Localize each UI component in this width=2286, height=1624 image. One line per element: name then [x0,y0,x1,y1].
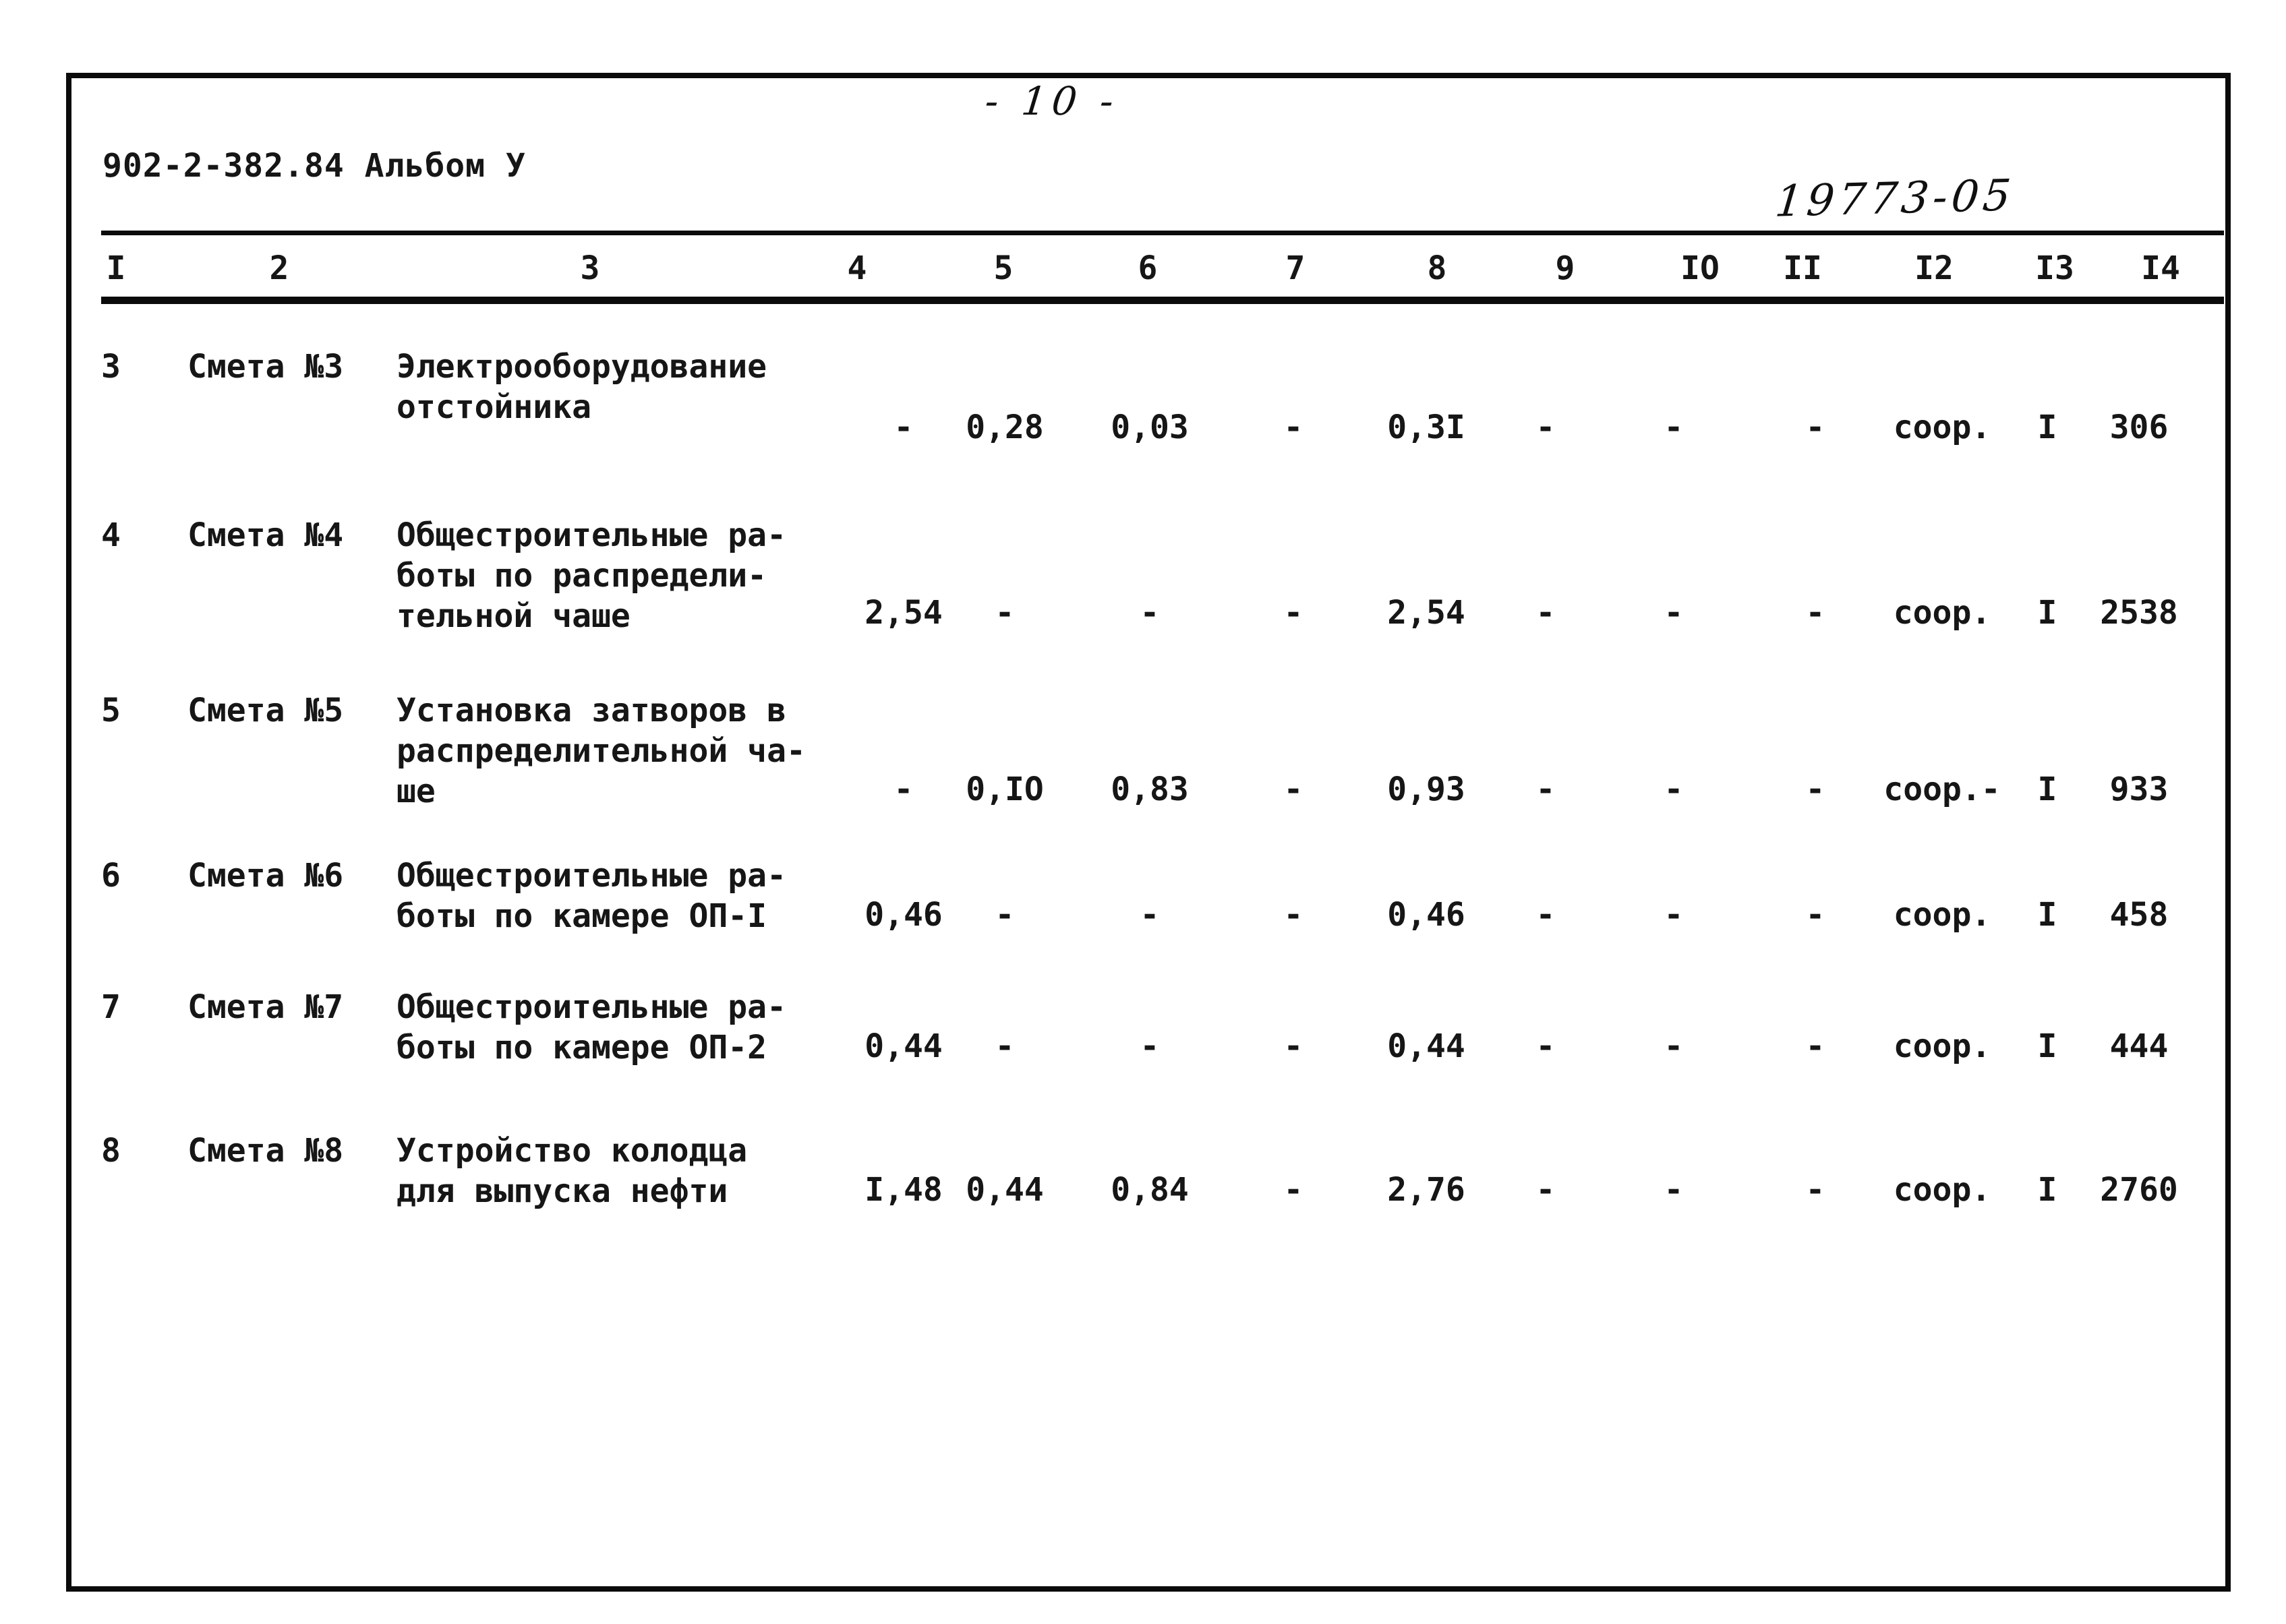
column-header: I3 [2035,249,2074,287]
cell-value: 0,44 [864,1027,943,1065]
cell-value: - [1805,1171,1825,1209]
cell-value: 0,IO [966,771,1044,808]
cell-value: - [1664,1027,1684,1065]
stamp-number: 19773-05 [1773,171,2017,227]
cell-value: - [1140,594,1160,632]
column-header: 8 [1427,249,1447,287]
document-code: 902-2-382.84 Альбом У [102,147,526,185]
column-header: 7 [1285,249,1306,287]
cell-value: - [1535,594,1556,632]
cell-value: I,48 [864,1171,943,1209]
cell-value: 2760 [2100,1171,2178,1209]
row-number: 5 [101,692,121,729]
cell-value: соор. [1893,896,1991,934]
cell-value: 0,44 [966,1171,1044,1209]
cell-value: 0,28 [966,409,1044,446]
cell-value: - [1535,1027,1556,1065]
row-description-line: боты по камере ОП-I [397,897,767,935]
cell-value: соор. [1893,1171,1991,1209]
cell-value: - [1664,771,1684,808]
cell-value: - [1664,409,1684,446]
cell-value: 0,46 [864,896,943,934]
row-description-line: Общестроительные ра- [397,988,786,1026]
row-smeta-label: Смета №6 [187,857,344,895]
column-header: IO [1680,249,1720,287]
cell-value: - [893,771,914,808]
column-header: 3 [580,249,600,287]
row-number: 7 [101,988,121,1026]
row-number: 6 [101,857,121,895]
row-description-line: Электрооборудование [397,348,767,386]
cell-value: 0,83 [1111,771,1189,808]
row-smeta-label: Смета №4 [187,516,344,554]
row-smeta-label: Смета №8 [187,1132,344,1170]
cell-value: I [2037,409,2057,446]
cell-value: - [1805,409,1825,446]
row-number: 3 [101,348,121,386]
cell-value: соор. [1893,1027,1991,1065]
row-description-line: Установка затворов в [397,692,786,729]
cell-value: 458 [2109,896,2169,934]
cell-value: 0,3I [1387,409,1465,446]
column-header: 5 [993,249,1014,287]
cell-value: - [1535,771,1556,808]
cell-value: соор.- [1883,771,2001,808]
cell-value: - [1283,1171,1303,1209]
row-description-line: Общестроительные ра- [397,516,786,554]
cell-value: - [1283,771,1303,808]
cell-value: - [1283,409,1303,446]
column-header: 6 [1138,249,1158,287]
cell-value: - [1805,896,1825,934]
row-number: 4 [101,516,121,554]
column-header: 9 [1555,249,1575,287]
cell-value: 2,54 [1387,594,1465,632]
cell-value: - [1283,594,1303,632]
column-header: 4 [847,249,867,287]
row-description-line: для выпуска нефти [397,1172,728,1210]
cell-value: - [1805,594,1825,632]
cell-value: - [1535,1171,1556,1209]
row-description-line: распределительной ча- [397,732,806,770]
cell-value: 2,76 [1387,1171,1465,1209]
row-description-line: Общестроительные ра- [397,857,786,895]
column-header: 2 [269,249,289,287]
table-top-rule [101,231,2224,235]
row-smeta-label: Смета №3 [187,348,344,386]
cell-value: соор. [1893,409,1991,446]
column-header: II [1783,249,1822,287]
column-header: I [106,249,126,287]
cell-value: I [2037,896,2057,934]
cell-value: - [1805,1027,1825,1065]
cell-value: I [2037,1171,2057,1209]
cell-value: 0,44 [1387,1027,1465,1065]
cell-value: - [995,1027,1015,1065]
cell-value: - [1140,896,1160,934]
row-description-line: боты по распредели- [397,557,767,595]
cell-value: 0,93 [1387,771,1465,808]
cell-value: - [1283,1027,1303,1065]
cell-value: 0,46 [1387,896,1465,934]
cell-value: 0,84 [1111,1171,1189,1209]
cell-value: - [1140,1027,1160,1065]
cell-value: соор. [1893,594,1991,632]
cell-value: - [1664,1171,1684,1209]
column-header: I2 [1914,249,1954,287]
cell-value: 2,54 [864,594,943,632]
row-description-line: ше [397,773,436,810]
cell-value: - [1664,896,1684,934]
cell-value: - [1535,409,1556,446]
column-header: I4 [2141,249,2180,287]
cell-value: - [995,594,1015,632]
cell-value: - [893,409,914,446]
cell-value: - [1664,594,1684,632]
cell-value: 0,03 [1111,409,1189,446]
row-smeta-label: Смета №7 [187,988,344,1026]
cell-value: 933 [2109,771,2169,808]
row-description-line: Устройство колодца [397,1132,748,1170]
cell-value: I [2037,771,2057,808]
row-smeta-label: Смета №5 [187,692,344,729]
row-number: 8 [101,1132,121,1170]
cell-value: - [1535,896,1556,934]
row-description-line: боты по камере ОП-2 [397,1029,767,1066]
cell-value: 2538 [2100,594,2178,632]
page-number: - 10 - [983,78,1121,124]
table-header-rule [101,297,2224,304]
cell-value: I [2037,594,2057,632]
cell-value: 306 [2109,409,2169,446]
row-description-line: тельной чаше [397,597,631,635]
cell-value: - [1283,896,1303,934]
cell-value: 444 [2109,1027,2169,1065]
cell-value: I [2037,1027,2057,1065]
cell-value: - [995,896,1015,934]
row-description-line: отстойника [397,388,591,426]
cell-value: - [1805,771,1825,808]
